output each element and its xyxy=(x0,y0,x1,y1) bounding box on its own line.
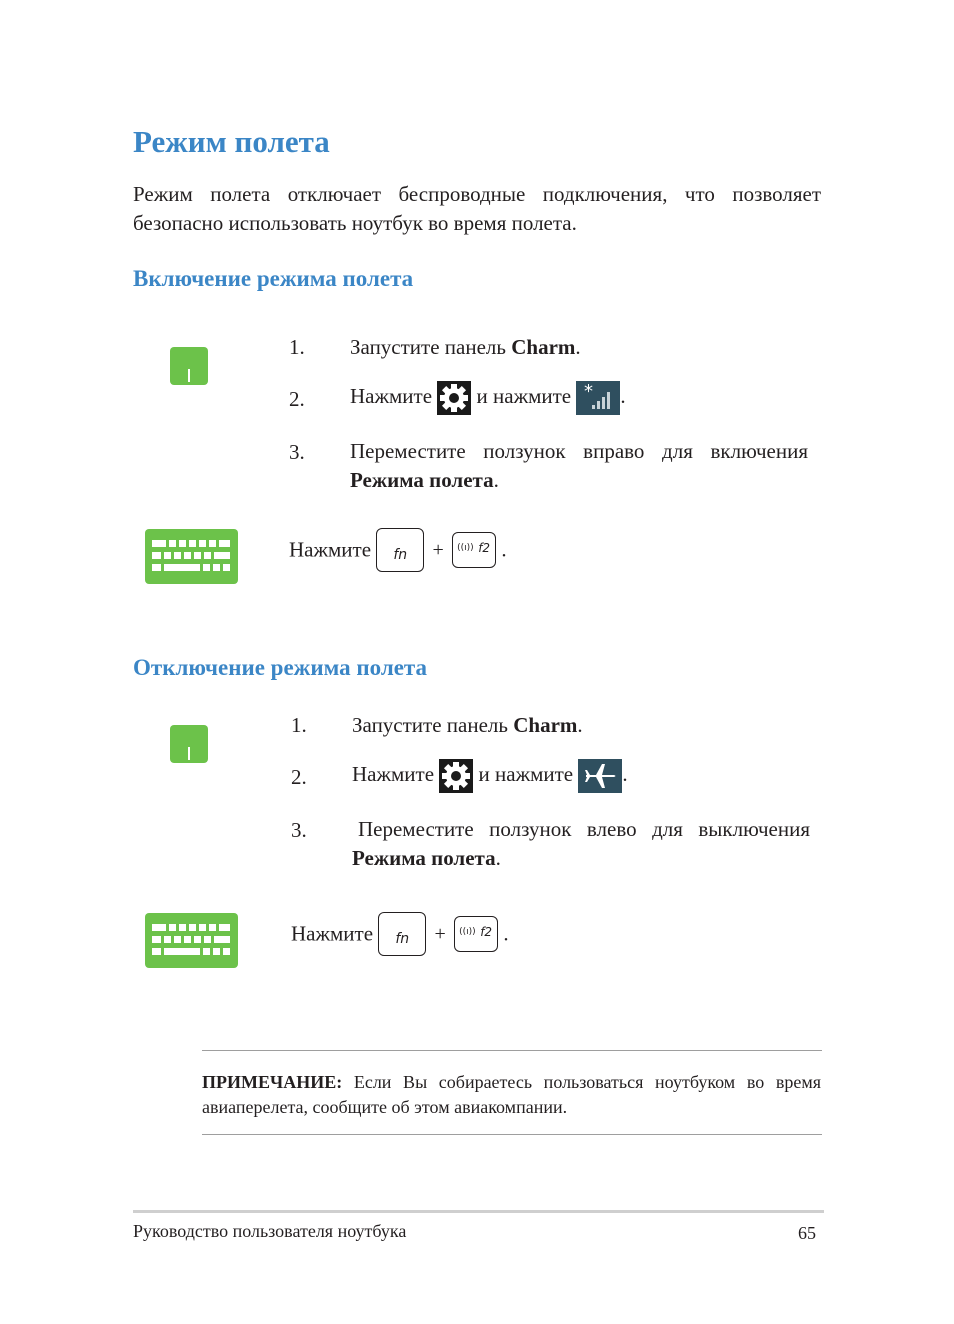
settings-gear-icon-2[interactable] xyxy=(439,759,473,793)
enable-step1: Запустите панель Charm. xyxy=(350,335,581,359)
page-title: Режим полета xyxy=(133,124,330,159)
settings-gear-icon[interactable] xyxy=(437,381,471,415)
note-top-divider xyxy=(202,1050,822,1051)
note-box: ПРИМЕЧАНИЕ: Если Вы собираетесь пользоваться ноутбуком во время авиаперелета, сообщите об этом авиакомпании. xyxy=(202,1072,821,1117)
disable-heading: Отключение режима полета xyxy=(133,655,428,680)
footer-title: Руководство пользователя ноутбука xyxy=(133,1221,407,1241)
disable-step2-number: 2. xyxy=(291,765,307,789)
enable-heading: Включение режима полета xyxy=(133,266,414,291)
disable-step3-number: 3. xyxy=(291,818,307,842)
enable-step3-number: 3. xyxy=(289,440,305,464)
footer-divider xyxy=(133,1210,824,1213)
f2-key-2[interactable]: f2 ((ı)) xyxy=(454,916,498,952)
airplane-icon[interactable] xyxy=(578,759,622,793)
fn-key-2[interactable]: fn xyxy=(378,912,426,956)
intro-paragraph: Режим полета отключает беспроводные подключения, что позволяет безопасно использовать ноутбук во время полета. xyxy=(133,182,821,235)
enable-keyboard-shortcut: Нажмите fn + f2 ((ı)) . xyxy=(289,528,507,572)
wireless-network-icon[interactable] xyxy=(576,381,620,415)
enable-step1-number: 1. xyxy=(289,335,305,359)
disable-keyboard-shortcut: Нажмите fn + f2 ((ı)) . xyxy=(291,912,509,956)
wifi-icon: ((ı)) xyxy=(457,543,474,553)
touchpad-icon xyxy=(170,347,208,385)
wifi-icon-2: ((ı)) xyxy=(459,927,476,937)
keyboard-icon-2 xyxy=(145,913,238,968)
note-bottom-divider xyxy=(202,1134,822,1135)
fn-key[interactable]: fn xyxy=(376,528,424,572)
enable-step2-number: 2. xyxy=(289,387,305,411)
disable-step1-number: 1. xyxy=(291,713,307,737)
enable-step3: Переместите ползунок вправо для включения Режима полета. xyxy=(350,439,808,492)
f2-key[interactable]: f2 ((ı)) xyxy=(452,532,496,568)
enable-step2: Нажмите и нажмите * . xyxy=(350,381,626,415)
touchpad-icon-2 xyxy=(170,725,208,763)
disable-step2: Нажмите и нажмите . xyxy=(352,759,628,793)
keyboard-icon xyxy=(145,529,238,584)
disable-step3: Переместите ползунок влево для выключения Режима полета. xyxy=(352,817,810,870)
disable-step1: Запустите панель Charm. xyxy=(352,713,583,737)
svg-text:*: * xyxy=(584,381,594,402)
page-number: 65 xyxy=(798,1223,816,1243)
